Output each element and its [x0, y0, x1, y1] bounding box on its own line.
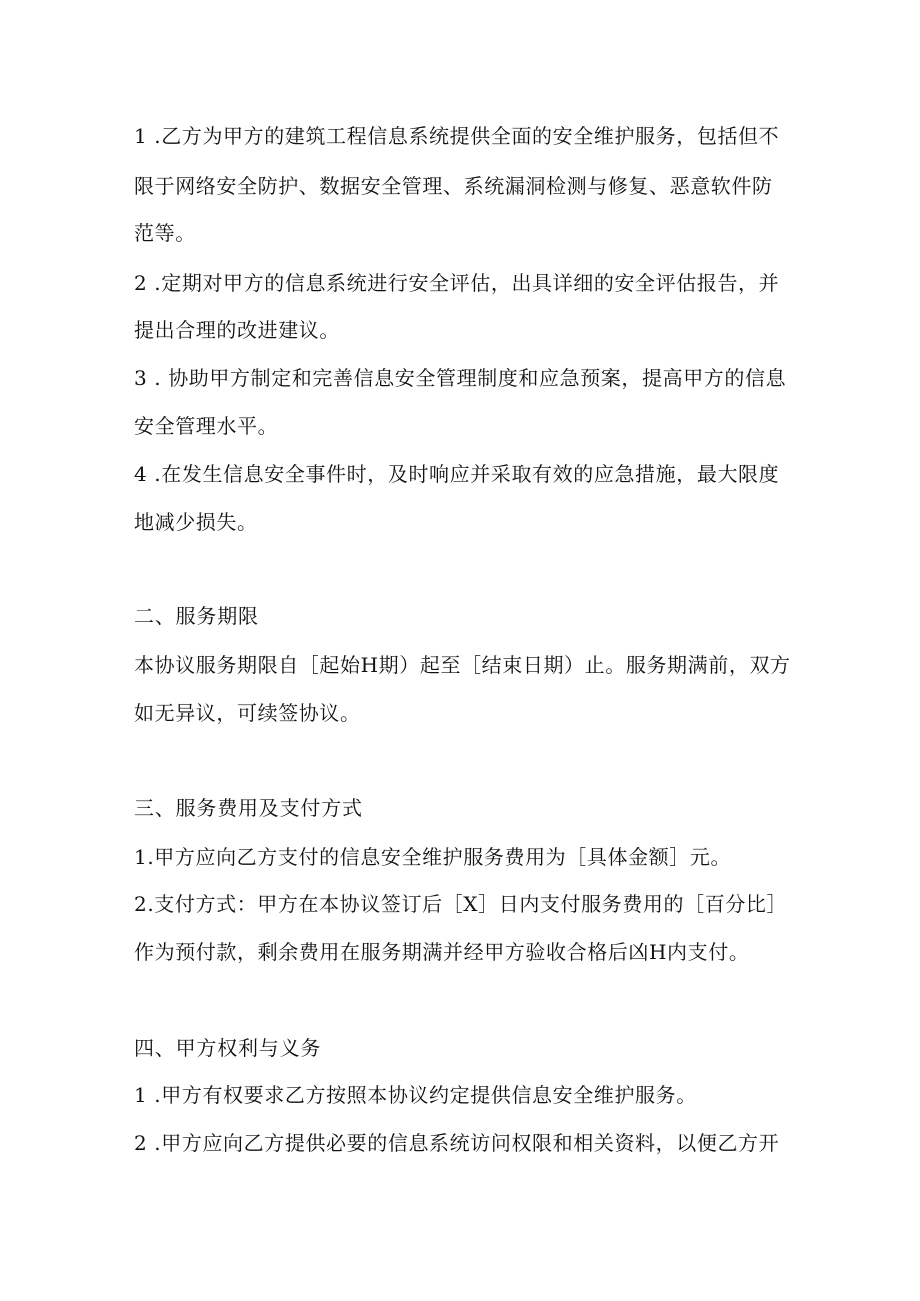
section-heading: 四、甲方权利与义务	[134, 1036, 322, 1060]
section-heading: 三、服务费用及支付方式	[134, 796, 363, 820]
section-heading: 二、服务期限	[134, 604, 259, 628]
text-line: 4 .在发生信息安全事件时，及时响应并采取有效的应急措施，最大限度	[134, 462, 780, 486]
text-line: 如无异议，可续签协议。	[134, 701, 361, 725]
text-line: 限于网络安全防护、数据安全管理、系统漏洞检测与修复、恶意软件防	[134, 174, 773, 198]
text-line: 2 .甲方应向乙方提供必要的信息系统访问权限和相关资料，以便乙方开	[134, 1131, 780, 1155]
text-line: 3 . 协助甲方制定和完善信息安全管理制度和应急预案，提高甲方的信息	[134, 366, 787, 390]
text-line: 本协议服务期限自［起始H期）起至［结束日期）止。服务期满前，双方	[134, 653, 791, 677]
text-line: 2.支付方式：甲方在本协议签订后［X］日内支付服务费用的［百分比］	[134, 892, 788, 916]
text-line: 1.甲方应向乙方支付的信息安全维护服务费用为［具体金额］元。	[134, 845, 732, 869]
text-line: 安全管理水平。	[134, 414, 279, 438]
text-line: 1 .甲方有权要求乙方按照本协议约定提供信息安全维护服务。	[134, 1083, 697, 1107]
text-line: 提出合理的改进建议。	[134, 318, 340, 342]
text-line: 2 .定期对甲方的信息系统进行安全评估，出具详细的安全评估报告，并	[134, 271, 780, 295]
text-line: 地减少损失。	[134, 510, 258, 534]
text-line: 1 .乙方为甲方的建筑工程信息系统提供全面的安全维护服务，包括但不	[134, 124, 780, 148]
text-line: 作为预付款，剩余费用在服务期满并经甲方验收合格后凶H内支付。	[134, 940, 750, 964]
text-line: 范等。	[134, 221, 196, 245]
